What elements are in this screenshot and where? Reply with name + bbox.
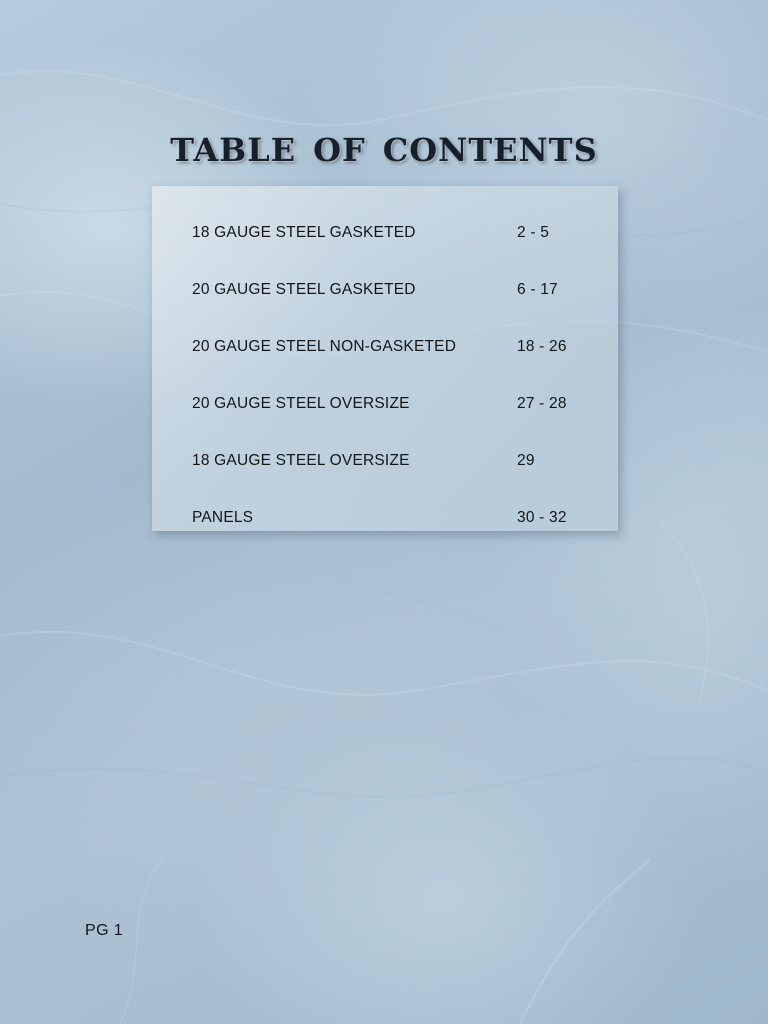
toc-entry-label: 18 GAUGE STEEL OVERSIZE xyxy=(192,451,410,469)
list-item[interactable] xyxy=(152,261,618,318)
toc-entry-label: 20 GAUGE STEEL OVERSIZE xyxy=(192,394,410,412)
list-item[interactable] xyxy=(152,432,618,489)
list-item[interactable] xyxy=(152,204,618,261)
toc-entry-label: 20 GAUGE STEEL GASKETED xyxy=(192,280,416,298)
toc-entry-label: 18 GAUGE STEEL GASKETED xyxy=(192,223,416,241)
toc-list xyxy=(152,204,618,546)
toc-entry-pages: 2 - 5 xyxy=(517,223,550,241)
toc-entry-pages: 30 - 32 xyxy=(517,508,567,526)
toc-entry-pages: 6 - 17 xyxy=(517,280,558,298)
toc-entry-label: 20 GAUGE STEEL NON-GASKETED xyxy=(192,337,457,355)
toc-entry-pages: 29 xyxy=(517,451,535,469)
table-of-contents-panel xyxy=(152,186,618,531)
list-item[interactable] xyxy=(152,318,618,375)
list-item[interactable] xyxy=(152,375,618,432)
list-item[interactable] xyxy=(152,489,618,546)
toc-entry-pages: 27 - 28 xyxy=(517,394,567,412)
toc-entry-pages: 18 - 26 xyxy=(517,337,567,355)
page-title: table of contents xyxy=(170,118,598,172)
page-number: PG 1 xyxy=(85,922,124,939)
toc-entry-label: PANELS xyxy=(192,508,254,526)
